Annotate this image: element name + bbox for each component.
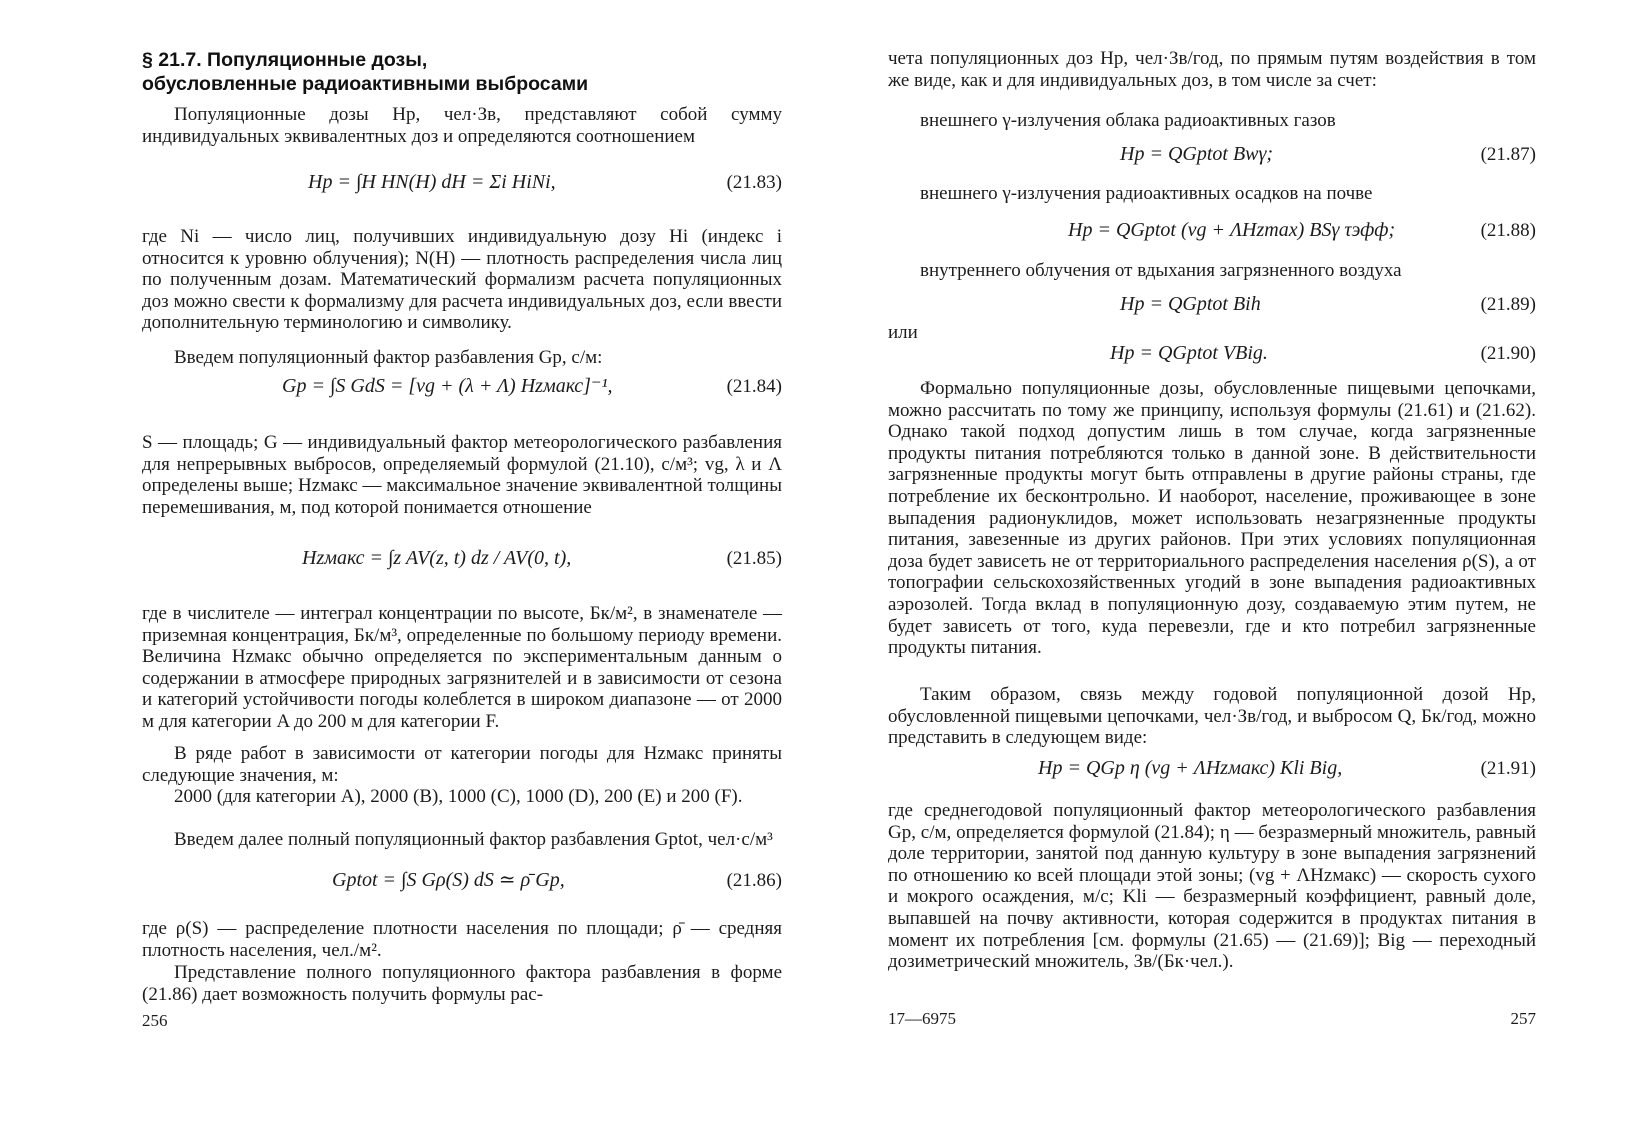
paragraph-or: или — [888, 322, 918, 343]
paragraph-where-gp: где среднегодовой популяционный фактор метеорологического разбавления Gp, с/м, определяется формулой (21.84); η — безразмерный множитель, равный доле территории, занятой под данную культуру в зоне выпадения загрязнений по отношению ко всей площади этой зоны; (vg + ΛHzмакс) — скорость сухого и мокрого осаждения, м/с; Kli — безразмерный коэффициент, равный доле, выпавшей на почву активности, которая содержится в продуктах питания в момент их потребления [см. формулы (21.65) — (21.69)]; Big — переходный дозиметрический множитель, Зв/(Бк·чел.). — [888, 800, 1536, 973]
equation-21-91 — [888, 758, 1536, 802]
page-number: 257 — [1510, 1009, 1536, 1028]
paragraph-external-cloud: внешнего γ-излучения облака радиоактивных газов — [920, 110, 1336, 131]
equation-formula: Hp = QGptot Bwγ; — [1120, 143, 1274, 165]
equation-21-88 — [888, 220, 1536, 264]
paragraph-food-chains: Формально популяционные дозы, обусловленные пищевыми цепочками, можно рассчитать по тому же принципу, используя формулы (21.61) и (21.62). Однако такой подход допустим лишь в том случае, когда загрязненные продукты питания потребляются только в данной зоне. В действительности загрязненные продукты могут быть отправлены в другие районы страны, где потребление их бесконтрольно. И наоборот, население, проживающее в зоне выпадения радионуклидов, может использовать незагрязненные продукты питания, завезенные из других районов. При этих условиях популяционная доза будет зависеть не от территориального распределения населения ρ(S), а от топографии сельскохозяйственных угодий в зоне выпадения радиоактивных аэрозолей. Тогда вклад в популяционную дозу, создаваемую этим путем, не будет зависеть от того, куда перевезли, где и кто потребил загрязненные продукты питания. — [888, 378, 1536, 659]
signature-mark: 17—6975 — [888, 1009, 956, 1028]
equation-number: (21.91) — [1480, 758, 1536, 779]
equation-number: (21.84) — [726, 376, 782, 397]
equation-formula: Gp = ∫S GdS = [vg + (λ + Λ) Hzмакс]⁻¹, — [282, 375, 613, 397]
paragraph-relation: Таким образом, связь между годовой популяционной дозой Hp, обусловленной пищевыми цепочками, чел·Зв/год, и выбросом Q, Бк/год, можно представить в следующем виде: — [888, 684, 1536, 749]
equation-formula: Hp = ∫H HN(H) dH = Σi HiNi, — [308, 171, 556, 193]
equation-21-87 — [888, 144, 1536, 188]
equation-number: (21.89) — [1480, 294, 1536, 315]
equation-formula: Hp = QGptot Bih — [1120, 293, 1261, 315]
equation-formula: Hp = QGptot VBig. — [1110, 342, 1268, 364]
equation-21-85 — [142, 548, 782, 592]
paragraph-internal-inhalation: внутреннего облучения от вдыхания загрязненного воздуха — [920, 260, 1402, 281]
equation-21-84 — [142, 376, 782, 420]
equation-number: (21.87) — [1480, 144, 1536, 165]
paragraph-density: где ρ(S) — распределение плотности населения по площади; ρ̄ — средняя плотность населения, чел./м². — [142, 918, 782, 961]
paragraph-total-factor: Введем далее полный популяционный фактор разбавления Gptot, чел·с/м³ — [174, 829, 773, 850]
paragraph-values: 2000 (для категории A), 2000 (B), 1000 (C), 1000 (D), 200 (E) и 200 (F). — [174, 786, 743, 807]
equation-number: (21.83) — [726, 172, 782, 193]
paragraph-external-deposits: внешнего γ-излучения радиоактивных осадков на почве — [920, 183, 1373, 204]
page-number: 256 — [142, 1011, 168, 1030]
equation-21-83 — [142, 172, 782, 216]
section-heading-line2: обусловленные радиоактивными выбросами — [142, 73, 589, 95]
equation-number: (21.90) — [1480, 343, 1536, 364]
paragraph-dilution-factor: Введем популяционный фактор разбавления Gp, с/м: — [174, 347, 603, 368]
section-heading — [142, 48, 588, 96]
paragraph-where-ni: где Ni — число лиц, получивших индивидуальную дозу Hi (индекс i относится к уровню облучения); N(H) — плотность распределения числа лиц по полученным дозам. Математический формализм расчета популяционных доз можно свести к формализму для расчета индивидуальных доз, если ввести дополнительную терминологию и символику. — [142, 226, 782, 334]
section-heading-line1: § 21.7. Популяционные дозы, — [142, 49, 428, 71]
paragraph-area-definition: S — площадь; G — индивидуальный фактор метеорологического разбавления для непрерывных выбросов, определяемый формулой (21.10), с/м³; vg, λ и Λ определены выше; Hzмакс — максимальное значение эквивалентной толщины перемешивания, м, под которой понимается отношение — [142, 432, 782, 518]
paragraph-weather-category: В ряде работ в зависимости от категории погоды для Hzмакс приняты следующие значения, м: — [142, 743, 782, 786]
paragraph-representation: Представление полного популяционного фактора разбавления в форме (21.86) дает возможность получить формулы рас- — [142, 962, 782, 1005]
paragraph-continuation: чета популяционных доз Hp, чел·Зв/год, по прямым путям воздействия в том же виде, как и для индивидуальных доз, в том числе за счет: — [888, 48, 1536, 91]
equation-formula: Hp = QGptot (vg + ΛHzmax) BSγ τэфф; — [1068, 219, 1396, 241]
equation-21-86 — [142, 870, 782, 914]
equation-number: (21.85) — [726, 548, 782, 569]
equation-number: (21.86) — [726, 870, 782, 891]
equation-number: (21.88) — [1480, 220, 1536, 241]
paragraph-intro: Популяционные дозы Hp, чел·Зв, представляют собой сумму индивидуальных эквивалентных доз и определяются соотношением — [142, 104, 782, 147]
paragraph-numerator: где в числителе — интеграл концентрации по высоте, Бк/м², в знаменателе — приземная концентрация, Бк/м³, определенные по большому периоду времени. Величина Hzмакс обычно определяется по экспериментальным данным о содержании в атмосфере природных загрязнителей и в зависимости от сезона и категорий устойчивости погоды колеблется в широком диапазоне — от 2000 м для категории A до 200 м для категории F. — [142, 603, 782, 732]
equation-formula: Hzмакс = ∫z AV(z, t) dz / AV(0, t), — [302, 547, 572, 569]
equation-formula: Gptot = ∫S Gρ(S) dS ≃ ρ̄ Gp, — [332, 869, 565, 891]
equation-formula: Hp = QGp η (vg + ΛHzмакс) Kli Big, — [1038, 757, 1343, 779]
